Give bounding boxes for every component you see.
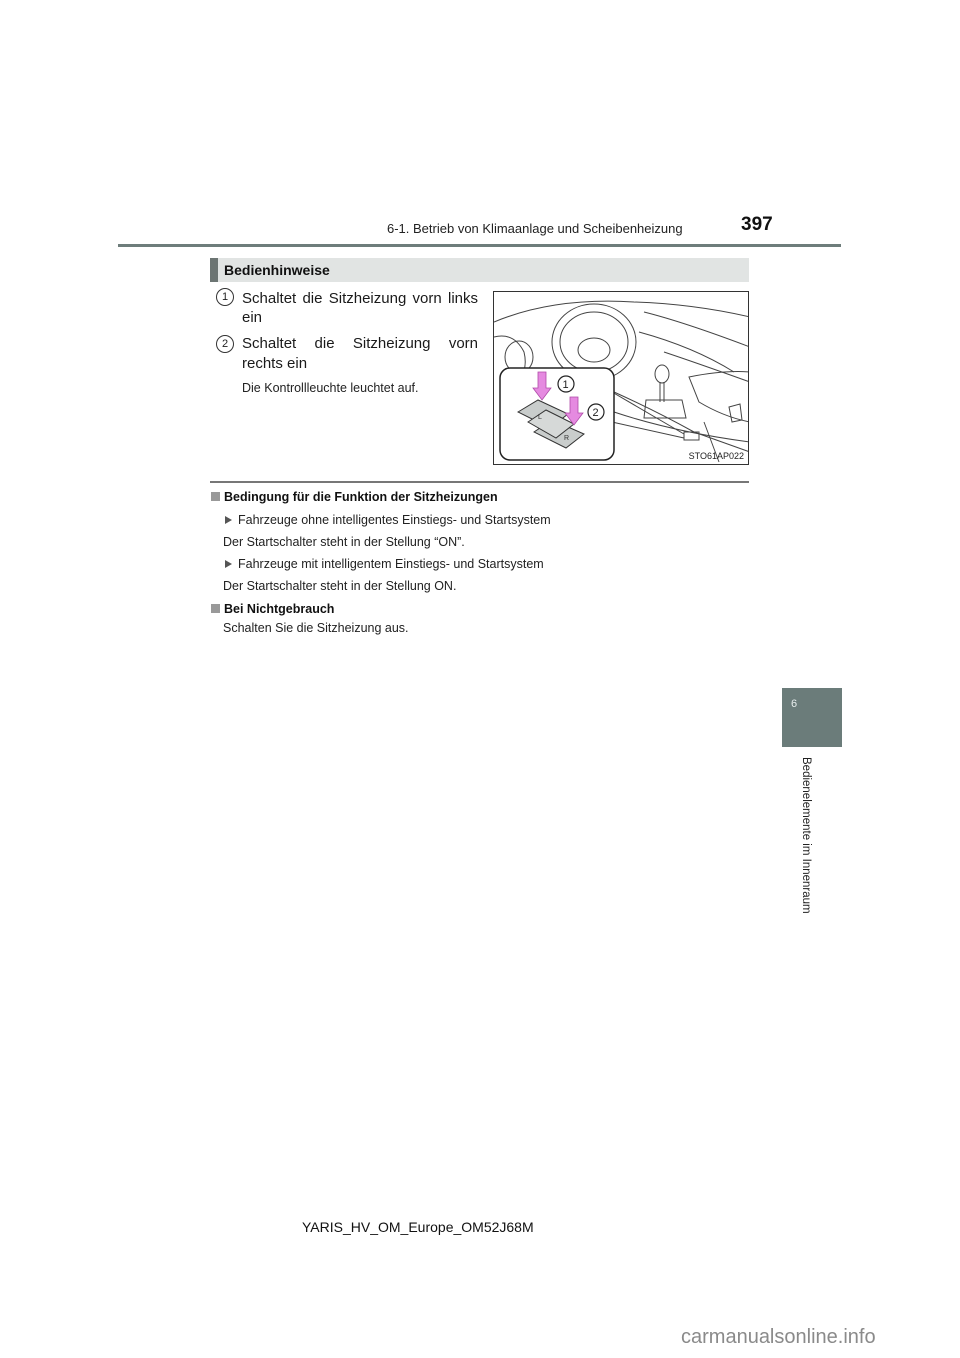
- square-bullet-icon: [211, 492, 220, 501]
- header-divider: [118, 244, 841, 247]
- step-1-text-line1: Schaltet die Sitzheizung vorn links: [242, 290, 478, 307]
- triangle-bullet-icon: [225, 516, 232, 524]
- triangle-bullet-icon: [225, 560, 232, 568]
- info-heading-1: [211, 490, 498, 504]
- info-text-2: Der Startschalter steht in der Stellung ON.: [223, 579, 457, 593]
- info-sub-1: [225, 513, 551, 527]
- chapter-tab: [782, 688, 842, 747]
- step-1-text-line2: ein: [242, 309, 263, 326]
- seat-heater-illustration: [493, 291, 749, 465]
- step-number-1: 1: [216, 288, 234, 306]
- section-divider: [210, 481, 749, 483]
- square-bullet-icon: [211, 604, 220, 613]
- section-title: Bedienhinweise: [224, 262, 330, 278]
- info-heading-1-text: Bedingung für die Funktion der Sitzheizungen: [224, 490, 498, 504]
- step-2-text-line2: rechts ein: [242, 355, 308, 372]
- figure-code: STO61AP022: [688, 451, 744, 461]
- section-accent: [210, 258, 218, 282]
- info-heading-2-text: Bei Nichtgebrauch: [224, 602, 335, 616]
- page-number: 397: [741, 214, 773, 235]
- indicator-note: Die Kontrollleuchte leuchtet auf.: [242, 381, 419, 395]
- callout-2: 2: [592, 407, 599, 419]
- info-text-1: Der Startschalter steht in der Stellung “ON”.: [223, 535, 465, 549]
- info-sub-2-text: Fahrzeuge mit intelligentem Einstiegs- und Startsystem: [238, 557, 544, 571]
- info-sub-2: [225, 557, 544, 571]
- chapter-label: Bedienelemente im Innenraum: [800, 757, 812, 914]
- watermark: carmanualsonline.info: [681, 1326, 876, 1348]
- switch-label-l: L: [538, 414, 542, 421]
- section-heading-bar: [210, 258, 749, 282]
- info-heading-2: [211, 602, 334, 616]
- callout-1: 1: [562, 379, 569, 391]
- chapter-number: 6: [791, 698, 798, 710]
- document-code: YARIS_HV_OM_Europe_OM52J68M: [302, 1219, 534, 1235]
- switch-label-r: R: [564, 435, 570, 442]
- step-number-2: 2: [216, 335, 234, 353]
- dashboard-drawing: [494, 292, 749, 465]
- info-text-3: Schalten Sie die Sitzheizung aus.: [223, 621, 409, 635]
- step-2-text-line1: Schaltet die Sitzheizung vorn: [242, 335, 478, 352]
- info-sub-1-text: Fahrzeuge ohne intelligentes Einstiegs- und Startsystem: [238, 513, 551, 527]
- running-header-title: 6-1. Betrieb von Klimaanlage und Scheibenheizung: [387, 221, 683, 236]
